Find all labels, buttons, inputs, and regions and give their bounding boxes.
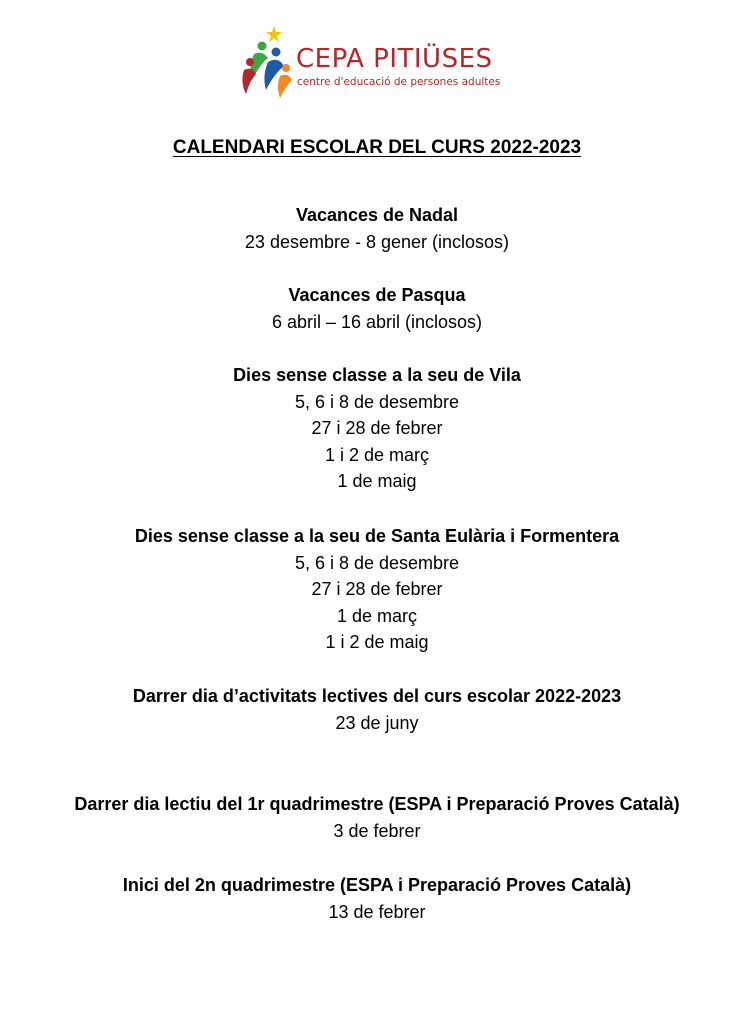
section-line: 27 i 28 de febrer [311,418,443,438]
section-pasqua [0,282,754,335]
section-darrer-dia [0,683,754,736]
logo-name: CEPA PITIÜSES [296,44,493,74]
section-line: 23 desembre - 8 gener (inclosos) [244,231,510,252]
section-heading: Dies sense classe a la seu de Santa Eulària i Formentera [134,526,620,546]
section-heading: Darrer dia d’activitats lectives del curs escolar 2022-2023 [132,686,622,706]
section-line: 1 de març [336,605,418,626]
section-line: 5, 6 i 8 de desembre [294,552,460,573]
logo-tagline: centre d'educació de persones adultes [297,76,501,88]
page-title: CALENDARI ESCOLAR DEL CURS 2022-2023 [172,137,582,158]
section-heading: Vacances de Pasqua [288,285,466,305]
section-heading: Vacances de Nadal [295,205,459,225]
section-line: 5, 6 i 8 de desembre [294,391,460,412]
section-nadal [0,202,754,255]
section-line: 3 de febrer [333,820,421,841]
section-line: 1 i 2 de maig [325,632,429,652]
section-heading: Darrer dia lectiu del 1r quadrimestre (ESPA i Preparació Proves Català) [74,794,680,814]
section-line: 23 de juny [335,712,419,733]
section-line: 13 de febrer [328,901,426,922]
cepa-logo [240,24,500,100]
section-heading: Dies sense classe a la seu de Vila [233,365,521,385]
section-santa-eularia [0,523,754,656]
section-line: 1 i 2 de març [324,444,430,465]
section-line: 1 de maig [337,471,417,491]
section-line: 27 i 28 de febrer [311,579,443,599]
section-vila [0,362,754,495]
section-line: 6 abril – 16 abril (inclosos) [271,311,483,332]
section-heading: Inici del 2n quadrimestre (ESPA i Preparació Proves Català) [122,875,632,895]
section-quadrimestre-1 [0,791,754,844]
people-logo-icon [240,24,296,100]
section-quadrimestre-2 [0,872,754,925]
